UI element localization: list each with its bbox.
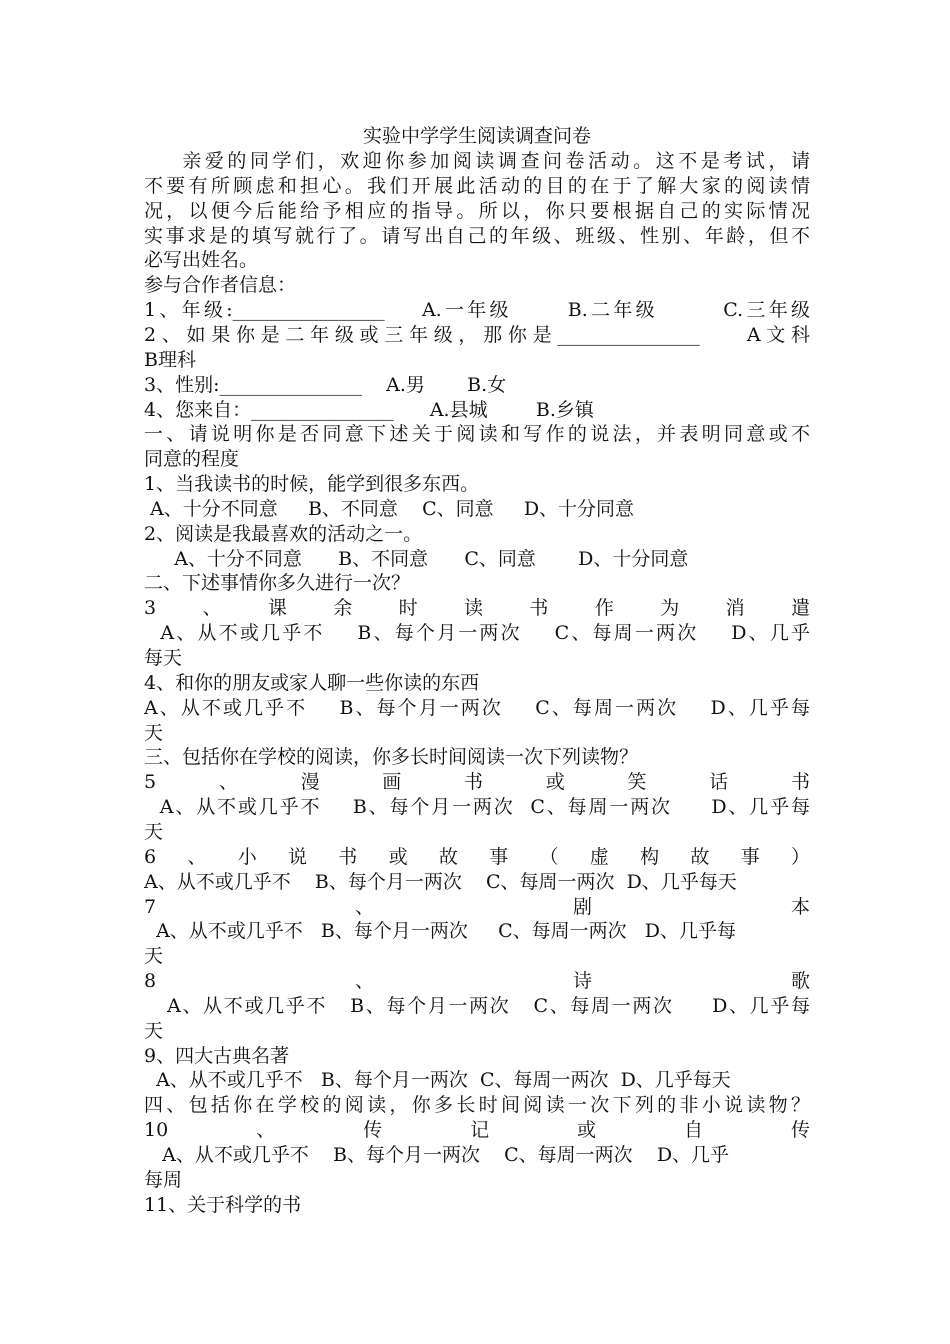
text-line: A、从不或几乎不 B、每个月一两次 C、每周一两次 D、几乎每天	[144, 871, 737, 893]
text-line: 三、包括你在学校的阅读，你多长时间阅读一次下列读物？	[144, 746, 639, 768]
text-line: 1、年级:________________ A.一年级 B.二年级 C.三年级	[144, 299, 810, 321]
text-line: 四、包括你在学校的阅读，你多长时间阅读一次下列的非小说读物？	[144, 1094, 810, 1116]
text-line: A、从不或几乎不 B、每个月一两次 C、每周一两次 D、几乎每	[144, 995, 810, 1017]
text-line: 天	[144, 1020, 164, 1042]
text-line: 4、和你的朋友或家人聊一些你读的东西	[144, 672, 480, 694]
text-line: 7、剧本	[144, 896, 810, 918]
text-line: 天	[144, 821, 164, 843]
text-line: 每周	[144, 1169, 183, 1191]
text-line: 不要有所顾虑和担心。我们开展此活动的目的在于了解大家的阅读情	[144, 175, 810, 197]
text-line: A、从不或几乎不 B、每个月一两次 C、每周一两次 D、几乎	[144, 1144, 730, 1166]
text-line: A、从不或几乎不 B、每个月一两次 C、每周一两次 D、几乎每	[144, 697, 810, 719]
text-line: 10、传记或自传	[144, 1119, 810, 1141]
text-line: 亲爱的同学们，欢迎你参加阅读调查问卷活动。这不是考试，请	[144, 150, 810, 172]
text-line: 实事求是的填写就行了。请写出自己的年级、班级、性别、年龄，但不	[144, 225, 810, 247]
text-line: 必写出姓名。	[144, 249, 259, 271]
text-line: 5、漫画书或笑话书	[144, 771, 810, 793]
text-line: 4、您来自：_______________ A.县城 B.乡镇	[144, 399, 594, 421]
text-line: 1、当我读书的时候，能学到很多东西。	[144, 473, 480, 495]
text-line: A、十分不同意 B、不同意 C、同意 D、十分同意	[144, 498, 635, 520]
text-line: A、从不或几乎不 B、每个月一两次 C、每周一两次 D、几乎每	[144, 796, 810, 818]
text-line: 每天	[144, 647, 183, 669]
text-line: 3、性别:_______________ A.男 B.女	[144, 374, 507, 396]
text-line: B理科	[144, 349, 196, 371]
text-line: 天	[144, 722, 164, 744]
text-line: 参与合作者信息：	[144, 274, 297, 296]
text-line: 2、如果你是二年级或三年级，那你是_______________ A文科	[144, 324, 810, 346]
text-line: A、从不或几乎不 B、每个月一两次 C、每周一两次 D、几乎每	[144, 920, 736, 942]
text-line: 9、四大古典名著	[144, 1045, 290, 1067]
text-line: 2、阅读是我最喜欢的活动之一。	[144, 523, 423, 545]
text-line: 8、诗歌	[144, 970, 810, 992]
text-line: A、从不或几乎不 B、每个月一两次 C、每周一两次 D、几乎	[144, 622, 810, 644]
text-line: 一、请说明你是否同意下述关于阅读和写作的说法，并表明同意或不	[144, 423, 810, 445]
text-line: A、从不或几乎不 B、每个月一两次 C、每周一两次 D、几乎每天	[144, 1069, 731, 1091]
text-line: 3、课余时读书作为消遣	[144, 597, 810, 619]
text-line: 6、小说书或故事（虚构故事）	[144, 846, 810, 868]
text-line: 同意的程度	[144, 448, 240, 470]
text-line: 11、关于科学的书	[144, 1194, 302, 1216]
text-line: A、十分不同意 B、不同意 C、同意 D、十分同意	[144, 548, 689, 570]
text-line: 二、下述事情你多久进行一次？	[144, 572, 411, 594]
text-line: 况，以便今后能给予相应的指导。所以，你只要根据自己的实际情况	[144, 200, 810, 222]
text-line: 天	[144, 945, 164, 967]
page-title: 实验中学学生阅读调查问卷	[362, 125, 591, 147]
